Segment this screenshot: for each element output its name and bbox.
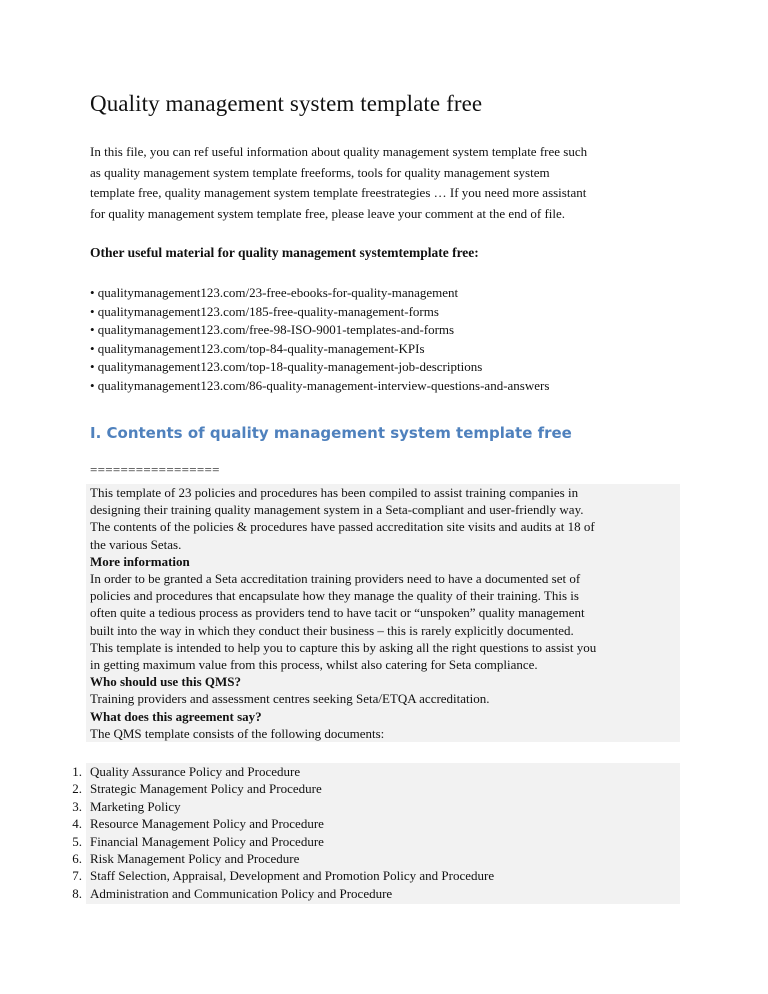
list-number: 3. <box>72 798 82 814</box>
list-text: Financial Management Policy and Procedure <box>90 833 324 849</box>
who-heading: Who should use this QMS? <box>90 674 241 690</box>
contents-body <box>86 484 680 742</box>
resource-link[interactable]: • qualitymanagement123.com/free-98-ISO-9001-templates-and-forms <box>90 322 455 338</box>
resource-link[interactable]: • qualitymanagement123.com/23-free-ebooks-for-quality-management <box>90 285 459 300</box>
body-line: the various Setas. <box>90 536 182 552</box>
list-text: Quality Assurance Policy and Procedure <box>90 764 301 779</box>
section-heading: I. Contents of quality management system template free <box>90 424 572 442</box>
list-number: 8. <box>72 885 82 901</box>
list-number: 7. <box>72 868 82 884</box>
list-text: Administration and Communication Policy and Procedure <box>90 885 393 901</box>
material-heading: Other useful material for quality management systemtemplate free: <box>90 245 479 260</box>
resource-link[interactable]: • qualitymanagement123.com/top-18-quality-management-job-descriptions <box>90 359 483 375</box>
what-heading: What does this agreement say? <box>90 708 262 724</box>
list-item <box>72 780 680 797</box>
list-item <box>72 885 680 902</box>
body-line: The contents of the policies & procedures have passed accreditation site visits and audits at 18 of <box>90 519 595 535</box>
intro-line: for quality management system template free, please leave your comment at the end of file. <box>90 205 566 221</box>
intro-paragraph <box>90 142 670 224</box>
body-line: This template of 23 policies and procedures has been compiled to assist training companies in <box>90 485 579 500</box>
body-line: The QMS template consists of the following documents: <box>90 725 385 741</box>
resource-link[interactable]: • qualitymanagement123.com/86-quality-management-interview-questions-and-answers <box>90 377 550 393</box>
body-line: in getting maximum value from this process, whilst also catering for Seta compliance. <box>90 657 538 673</box>
list-text: Resource Management Policy and Procedure <box>90 816 324 832</box>
list-text: Strategic Management Policy and Procedure <box>90 781 322 797</box>
intro-line: template free, quality management system template freestrategies … If you need more assistant <box>90 185 587 200</box>
list-text: Risk Management Policy and Procedure <box>90 851 300 867</box>
list-number: 4. <box>72 816 82 832</box>
list-item <box>72 833 680 850</box>
list-item <box>72 815 680 832</box>
list-item <box>72 867 680 884</box>
body-line: often quite a tedious process as providers tend to have tacit or “unspoken” quality management <box>90 605 585 621</box>
documents-list <box>72 763 680 904</box>
list-text: Staff Selection, Appraisal, Development and Promotion Policy and Procedure <box>90 868 495 884</box>
more-info-heading: More information <box>90 553 190 569</box>
body-line: designing their training quality management system in a Seta-compliant and user-friendly way. <box>90 502 584 518</box>
body-line: This template is intended to help you to capture this by asking all the right questions to assist you <box>90 639 597 655</box>
intro-line: In this file, you can ref useful information about quality management system template free such <box>90 144 588 159</box>
body-line: policies and procedures that encapsulate how they manage the quality of their training. This is <box>90 588 579 604</box>
body-line: built into the way in which they conduct their business – this is rarely explicitly documented. <box>90 622 574 638</box>
list-number: 6. <box>72 851 82 867</box>
intro-line: as quality management system template freeforms, tools for quality management system <box>90 164 550 180</box>
list-item <box>72 798 680 815</box>
resource-link[interactable]: • qualitymanagement123.com/top-84-quality-management-KPIs <box>90 340 425 356</box>
list-item <box>72 763 680 780</box>
list-number: 2. <box>72 781 82 797</box>
list-number: 5. <box>72 833 82 849</box>
list-number: 1. <box>72 764 82 779</box>
list-item <box>72 850 680 867</box>
list-text: Marketing Policy <box>90 798 181 814</box>
body-line: Training providers and assessment centres seeking Seta/ETQA accreditation. <box>90 691 490 707</box>
body-line: In order to be granted a Seta accreditation training providers need to have a documented set of <box>90 571 581 587</box>
resource-link-list <box>90 284 549 396</box>
separator-rule: ================= <box>90 462 220 477</box>
resource-link[interactable]: • qualitymanagement123.com/185-free-quality-management-forms <box>90 303 439 319</box>
page-title: Quality management system template free <box>90 91 483 116</box>
